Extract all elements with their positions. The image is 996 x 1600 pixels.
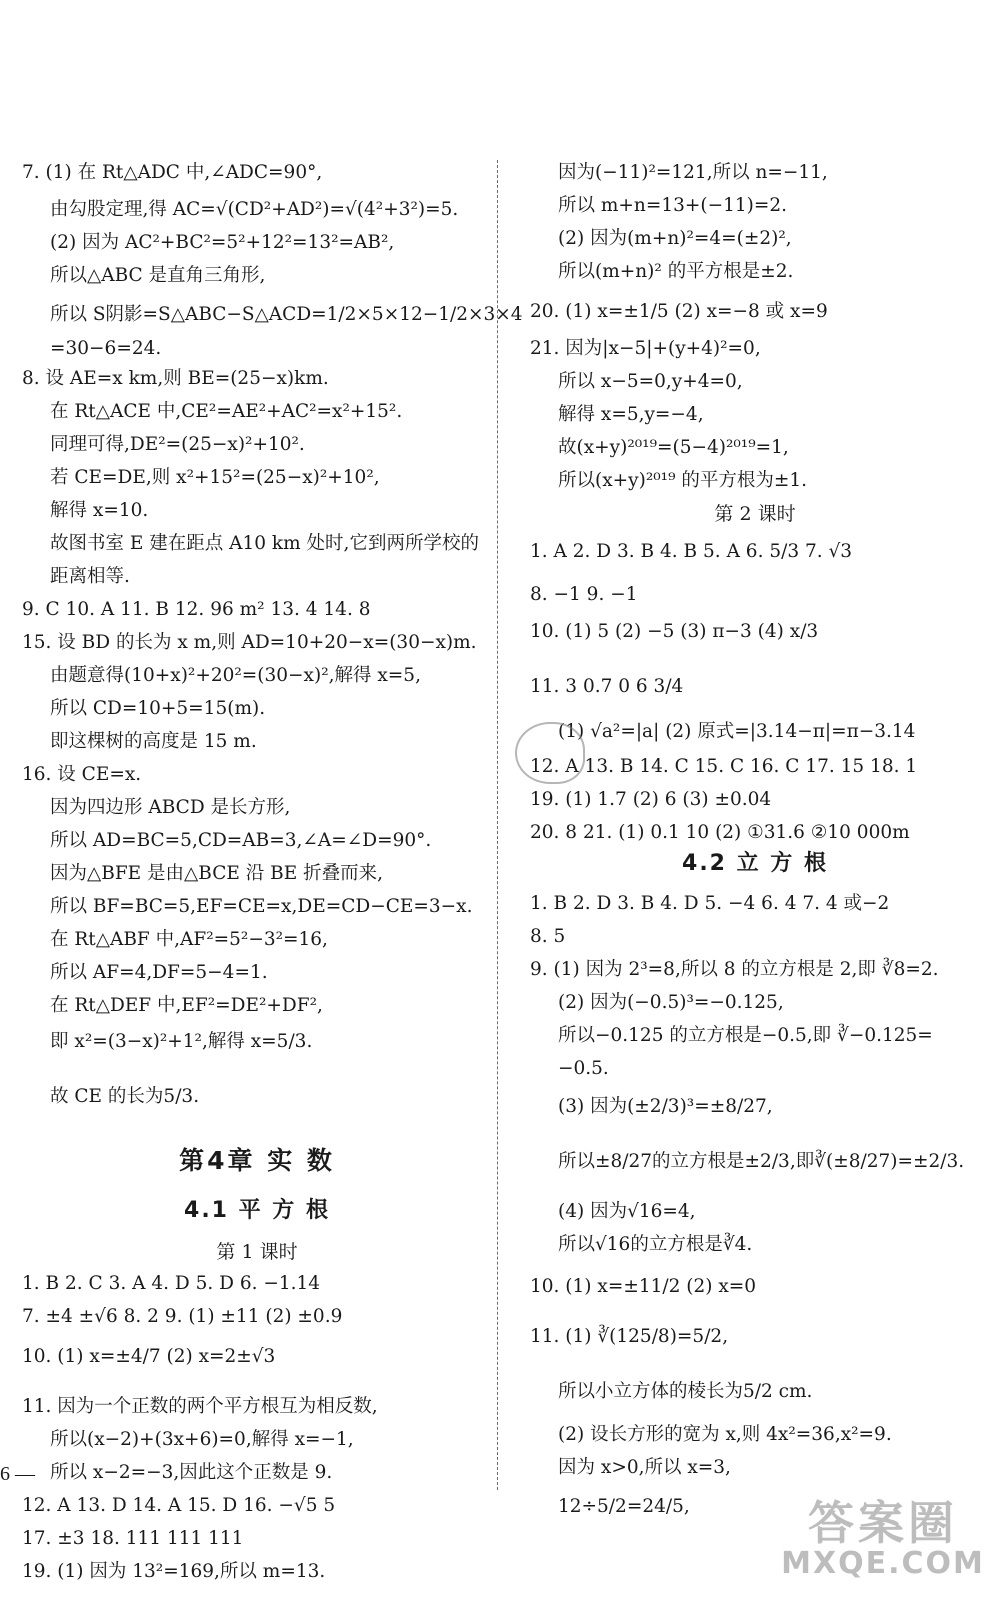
- section-heading: 4.2 立 方 根: [682, 851, 828, 876]
- answer-line: 21. 因为|x−5|+(y+4)²=0,: [530, 338, 761, 359]
- answer-line: 10. (1) 5 (2) −5 (3) π−3 (4) x/3: [530, 621, 819, 642]
- answer-line: 12. A 13. D 14. A 15. D 16. −√5 5: [22, 1495, 336, 1516]
- answer-line: 在 Rt△ACE 中,CE²=AE²+AC²=x²+15².: [50, 401, 403, 422]
- answer-line: 所以(x+y)²⁰¹⁹ 的平方根为±1.: [558, 470, 808, 491]
- answer-line: 15. 设 BD 的长为 x m,则 AD=10+20−x=(30−x)m.: [22, 632, 477, 653]
- answer-line: 8. 设 AE=x km,则 BE=(25−x)km.: [22, 368, 329, 389]
- answer-line: 因为四边形 ABCD 是长方形,: [50, 797, 291, 818]
- answer-line: 16. 设 CE=x.: [22, 764, 142, 785]
- answer-line: 所以 x−5=0,y+4=0,: [558, 371, 743, 392]
- answer-line: 10. (1) x=±11/2 (2) x=0: [530, 1276, 757, 1297]
- answer-line: 故 CE 的长为5/3.: [50, 1086, 200, 1107]
- answer-line: 11. (1) ∛(125/8)=5/2,: [530, 1326, 729, 1347]
- answer-line: 所以 BF=BC=5,EF=CE=x,DE=CD−CE=3−x.: [50, 896, 473, 917]
- answer-line: 所以√16的立方根是∛4.: [558, 1234, 753, 1255]
- watermark-text-en: MXQE.COM: [781, 1546, 985, 1581]
- answer-line: 11. 因为一个正数的两个平方根互为相反数,: [22, 1396, 378, 1417]
- section-heading: 4.1 平 方 根: [184, 1198, 330, 1223]
- answer-line: 由题意得(10+x)²+20²=(30−x)²,解得 x=5,: [50, 665, 421, 686]
- answer-line: =30−6=24.: [50, 338, 162, 359]
- watermark-text-cn: 答案圈: [808, 1496, 958, 1550]
- answer-line: 12÷5/2=24/5,: [558, 1496, 690, 1517]
- answer-line: 因为△BFE 是由△BCE 沿 BE 折叠而来,: [50, 863, 383, 884]
- answer-line: (2) 因为 AC²+BC²=5²+12²=13²=AB²,: [50, 232, 395, 253]
- answer-line: 由勾股定理,得 AC=√(CD²+AD²)=√(4²+3²)=5.: [50, 199, 459, 220]
- answer-line: 所以小立方体的棱长为5/2 cm.: [558, 1381, 813, 1402]
- answer-line: (4) 因为√16=4,: [558, 1201, 696, 1222]
- answer-line: 故(x+y)²⁰¹⁹=(5−4)²⁰¹⁹=1,: [558, 437, 789, 458]
- answer-line: 所以 AF=4,DF=5−4=1.: [50, 962, 268, 983]
- answer-line: 距离相等.: [50, 566, 130, 587]
- answer-line: 所以−0.125 的立方根是−0.5,即 ∛−0.125=: [558, 1025, 933, 1046]
- answer-line: (2) 因为(−0.5)³=−0.125,: [558, 992, 784, 1013]
- answer-line: 同理可得,DE²=(25−x)²+10².: [50, 434, 305, 455]
- answer-line: 所以 x−2=−3,因此这个正数是 9.: [50, 1462, 333, 1483]
- section-heading: 第 2 课时: [714, 503, 796, 525]
- answer-line: 因为(−11)²=121,所以 n=−11,: [558, 162, 828, 183]
- page-number: 6 —: [0, 1463, 35, 1485]
- answer-line: 1. B 2. D 3. B 4. D 5. −4 6. 4 7. 4 或−2: [530, 893, 890, 914]
- answer-line: 7. (1) 在 Rt△ADC 中,∠ADC=90°,: [22, 162, 323, 183]
- answer-line: 在 Rt△DEF 中,EF²=DE²+DF²,: [50, 995, 323, 1016]
- answer-line: 10. (1) x=±4/7 (2) x=2±√3: [22, 1346, 276, 1367]
- answer-line: 所以△ABC 是直角三角形,: [50, 265, 266, 286]
- answer-line: 17. ±3 18. 111 111 111: [22, 1528, 244, 1549]
- answer-line: 所以(x−2)+(3x+6)=0,解得 x=−1,: [50, 1429, 354, 1450]
- faint-stamp-mark: [515, 722, 585, 784]
- answer-line: 若 CE=DE,则 x²+15²=(25−x)²+10²,: [50, 467, 380, 488]
- answer-line: (2) 因为(m+n)²=4=(±2)²,: [558, 228, 792, 249]
- site-watermark-logo: [778, 1496, 988, 1596]
- answer-line: (2) 设长方形的宽为 x,则 4x²=36,x²=9.: [558, 1424, 892, 1445]
- answer-line: 在 Rt△ABF 中,AF²=5²−3²=16,: [50, 929, 328, 950]
- answer-line: 所以(m+n)² 的平方根是±2.: [558, 261, 794, 282]
- answer-line: −0.5.: [558, 1058, 609, 1079]
- answer-line: 19. (1) 因为 13²=169,所以 m=13.: [22, 1561, 326, 1582]
- answer-line: 所以 AD=BC=5,CD=AB=3,∠A=∠D=90°.: [50, 830, 432, 851]
- answer-line: 8. −1 9. −1: [530, 584, 638, 605]
- section-heading: 第4章 实 数: [179, 1146, 335, 1175]
- answer-line: 9. (1) 因为 2³=8,所以 8 的立方根是 2,即 ∛8=2.: [530, 959, 939, 980]
- answer-line: (3) 因为(±2/3)³=±8/27,: [558, 1096, 773, 1117]
- answer-line: 即这棵树的高度是 15 m.: [50, 731, 257, 752]
- section-heading: 第 1 课时: [216, 1241, 298, 1263]
- answer-line: 1. B 2. C 3. A 4. D 5. D 6. −1.14: [22, 1273, 321, 1294]
- answer-line: 即 x²=(3−x)²+1²,解得 x=5/3.: [50, 1031, 313, 1052]
- answer-line: 故图书室 E 建在距点 A10 km 处时,它到两所学校的: [50, 533, 479, 554]
- answer-line: 9. C 10. A 11. B 12. 96 m² 13. 4 14. 8: [22, 599, 371, 620]
- answer-line: 11. 3 0.7 0 6 3/4: [530, 676, 684, 697]
- answer-line: 19. (1) 1.7 (2) 6 (3) ±0.04: [530, 789, 772, 810]
- answer-line: 7. ±4 ±√6 8. 2 9. (1) ±11 (2) ±0.9: [22, 1306, 343, 1327]
- answer-line: 所以 m+n=13+(−11)=2.: [558, 195, 788, 216]
- answer-line: 20. 8 21. (1) 0.1 10 (2) ①31.6 ②10 000m: [530, 822, 910, 843]
- answer-line: 所以 CD=10+5=15(m).: [50, 698, 266, 719]
- answer-line: (1) √a²=|a| (2) 原式=|3.14−π|=π−3.14: [558, 721, 916, 742]
- answer-line: 解得 x=10.: [50, 500, 149, 521]
- answer-line: 解得 x=5,y=−4,: [558, 404, 704, 425]
- answer-line: 所以±8/27的立方根是±2/3,即∛(±8/27)=±2/3.: [558, 1151, 965, 1172]
- answer-line: 8. 5: [530, 926, 566, 947]
- answer-line: 1. A 2. D 3. B 4. B 5. A 6. 5/3 7. √3: [530, 541, 853, 562]
- answer-line: 所以 S阴影=S△ABC−S△ACD=1/2×5×12−1/2×3×4: [50, 304, 523, 325]
- answer-line: 20. (1) x=±1/5 (2) x=−8 或 x=9: [530, 301, 828, 322]
- answer-line: 因为 x>0,所以 x=3,: [558, 1457, 731, 1478]
- column-divider: [497, 160, 498, 1490]
- answer-line: 12. A 13. B 14. C 15. C 16. C 17. 15 18. 1: [530, 756, 918, 777]
